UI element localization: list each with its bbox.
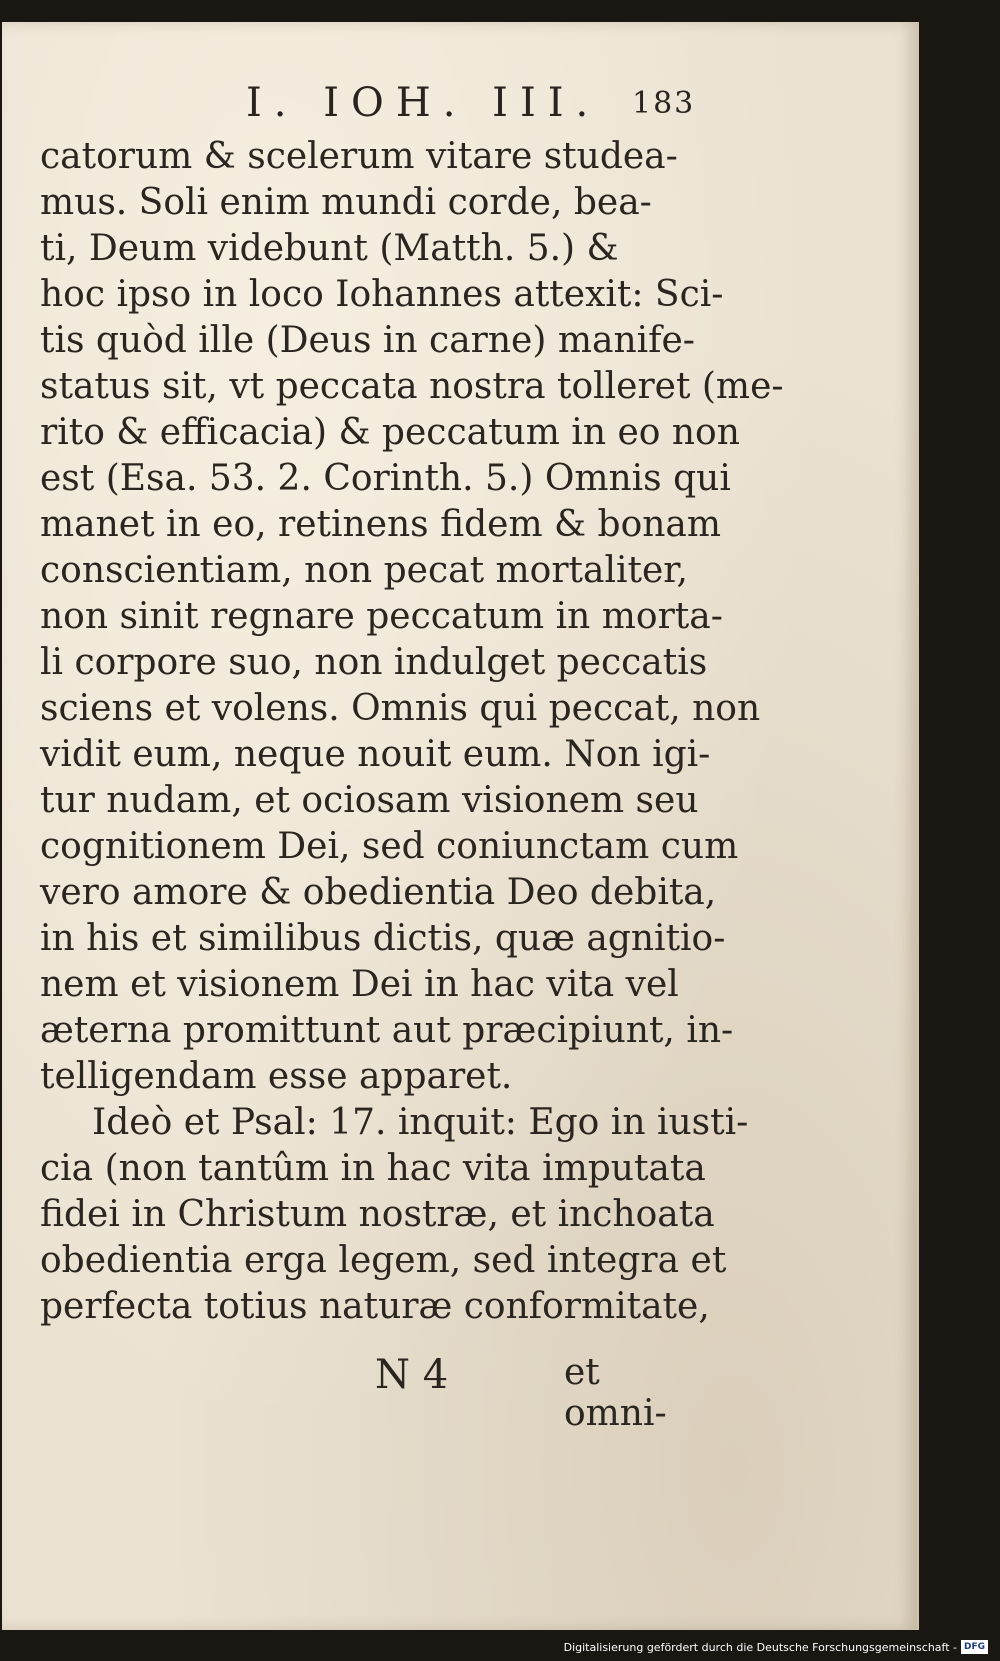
text-line: vero amore & obedientia Deo debita, [40, 872, 717, 913]
text-line: nem et visionem Dei in hac vita vel [40, 964, 679, 1005]
text-line: rito & efficacia) & peccatum in eo non [40, 412, 740, 453]
book-page [2, 22, 919, 1630]
text-line: li corpore suo, non indulget peccatis [40, 642, 708, 683]
footer-text: Digitalisierung gefördert durch die Deutsche Forschungsgemeinschaft - [563, 1640, 957, 1654]
text-line: obedientia erga legem, sed integra et [40, 1240, 727, 1281]
text-line: est (Esa. 53. 2. Corinth. 5.) Omnis qui [40, 458, 731, 499]
signature-mark: N 4 [375, 1352, 449, 1398]
signature-line [40, 1352, 700, 1434]
digitization-footer [564, 1637, 988, 1657]
dfg-logo: DFG [961, 1640, 988, 1654]
text-line: ti, Deum videbunt (Matth. 5.) & [40, 228, 619, 269]
text-line: hoc ipso in loco Iohannes attexit: Sci- [40, 274, 724, 315]
text-line: vidit eum, neque nouit eum. Non igi- [40, 734, 711, 775]
text-line: status sit, vt peccata nostra tolleret (me- [40, 366, 784, 407]
text-line: fidei in Christum nostræ, et inchoata [40, 1194, 715, 1235]
catchword: et omni- [564, 1352, 667, 1434]
text-line: catorum & scelerum vitare studea- [40, 136, 678, 177]
text-line: mus. Soli enim mundi corde, bea- [40, 182, 652, 223]
text-line: cognitionem Dei, sed coniunctam cum [40, 826, 739, 867]
page-number: 183 [632, 86, 696, 121]
running-head-title: I. IOH. III. [246, 80, 601, 126]
text-line: tis quòd ille (Deus in carne) manife- [40, 320, 695, 361]
text-line: æterna promittunt aut præcipiunt, in- [40, 1010, 734, 1051]
text-line: sciens et volens. Omnis qui peccat, non [40, 688, 761, 729]
text-line: in his et similibus dictis, quæ agnitio- [40, 918, 726, 959]
text-line: cia (non tantûm in hac vita imputata [40, 1148, 706, 1189]
text-line: tur nudam, et ociosam visionem seu [40, 780, 699, 821]
body-text [40, 134, 784, 1330]
text-line-paragraph-start: Ideò et Psal: 17. inquit: Ego in iusti- [92, 1102, 749, 1143]
text-line: telligendam esse apparet. [40, 1056, 513, 1097]
text-line: conscientiam, non pecat mortaliter, [40, 550, 688, 591]
running-head [2, 80, 702, 130]
text-line: manet in eo, retinens fidem & bonam [40, 504, 722, 545]
text-line: perfecta totius naturæ conformitate, [40, 1286, 710, 1327]
text-line: non sinit regnare peccatum in morta- [40, 596, 723, 637]
